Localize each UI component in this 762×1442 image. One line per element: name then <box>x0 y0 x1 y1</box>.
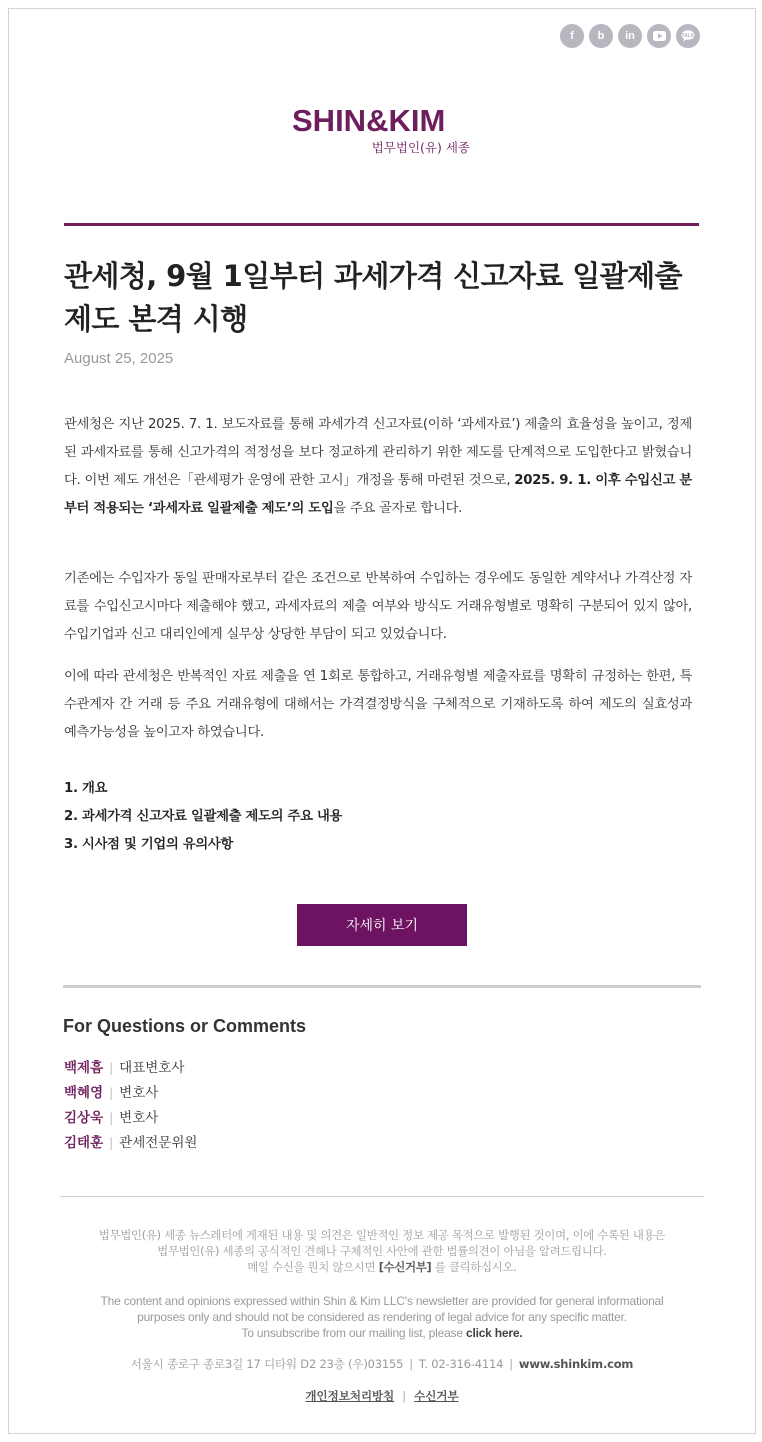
disclaimer-line: 법무법인(유) 세종 뉴스레터에 게재된 내용 및 의견은 일반적인 정보 제공 목적으로 발행된 것이며, 이에 수록된 내용은 <box>98 1229 666 1242</box>
toc-item: 1. 개요 <box>64 781 108 796</box>
contact-name[interactable]: 김상욱 <box>64 1110 104 1126</box>
disclaimer-text: 를 클릭하십시오. <box>431 1261 517 1274</box>
contact-role: 변호사 <box>119 1110 159 1126</box>
contact-item <box>64 1056 197 1081</box>
blog-icon[interactable]: b <box>589 24 613 48</box>
section-divider <box>63 985 701 988</box>
header-divider <box>64 223 699 226</box>
footer-separator: | <box>402 1389 407 1403</box>
contact-role: 변호사 <box>119 1085 159 1101</box>
logo-wordmark: SHIN&KIM <box>292 103 446 138</box>
paragraph-intro-emphasis: 2025. 9. 1. 이후 수입신고 분부터 적용되는 ‘과세자료 일괄제출 제도’의 도입 <box>64 473 692 516</box>
unsubscribe-link-ko[interactable]: [수신거부] <box>378 1261 432 1274</box>
website-link[interactable]: www.shinkim.com <box>518 1357 634 1371</box>
office-address: 서울시 종로구 종로3길 17 디타워 D2 23층 (우)03155 <box>130 1357 404 1371</box>
article-date: August 25, 2025 <box>64 350 174 367</box>
paragraph-intro-text: 관세청은 지난 2025. 7. 1. 보도자료를 통해 과세가격 신고자료(이하 ‘과세자료’) 제출의 효율성을 높이고, 정제된 과세자료를 통해 신고가격의 적정성을 보다 정교하게 관리하기 위한 제도를 단계적으로 도입한다고 밝혔습니다. 이번 제도 개선은「관세평가 운영에 관한 고시」개정을 통해 마련된 것으로, <box>64 417 692 488</box>
contacts-heading: For Questions or Comments <box>63 1016 307 1036</box>
social-links <box>560 24 700 48</box>
contact-item <box>64 1081 197 1106</box>
contact-role: 관세전문위원 <box>119 1135 198 1151</box>
contact-separator: | <box>109 1136 114 1150</box>
paragraph-intro-end: 을 주요 골자로 합니다. <box>333 501 463 516</box>
talk-icon[interactable] <box>676 24 700 48</box>
contact-item <box>64 1106 197 1131</box>
company-address-line <box>60 1356 704 1372</box>
disclaimer-text: To unsubscribe from our mailing list, please <box>241 1326 466 1340</box>
disclaimer-line <box>60 1325 704 1341</box>
privacy-policy-link[interactable]: 개인정보처리방침 <box>305 1389 395 1403</box>
logo-subtitle: 법무법인(유) 세종 <box>371 140 470 155</box>
footer-divider <box>60 1196 704 1197</box>
disclaimer-line: The content and opinions expressed within Shin & Kim LLC's newsletter are provided for general informational <box>100 1294 664 1308</box>
paragraph-background: 기존에는 수입자가 동일 판매자로부터 같은 조건으로 반복하여 수입하는 경우에도 동일한 계약서나 가격산정 자료를 수입신고시마다 제출해야 했고, 과세자료의 제출 여부와 방식도 거래유형별로 명확히 구분되어 있지 않아, 수입기업과 신고 대리인에게 실무상 상당한 부담이 되고 있었습니다. <box>64 571 692 642</box>
toc-item: 3. 시사점 및 기업의 유의사항 <box>64 837 234 852</box>
footer-separator: | <box>509 1357 513 1371</box>
disclaimer-line: purposes only and should not be considered as rendering of legal advice for any specific matter. <box>137 1310 627 1324</box>
unsubscribe-link[interactable]: 수신거부 <box>414 1389 459 1403</box>
disclaimer-text: 메일 수신을 원치 않으시면 <box>247 1261 379 1274</box>
contact-separator: | <box>109 1086 114 1100</box>
contact-name[interactable]: 백혜영 <box>64 1085 104 1101</box>
disclaimer-english <box>60 1293 704 1341</box>
footer-separator: | <box>409 1357 413 1371</box>
paragraph-change: 이에 따라 관세청은 반복적인 자료 제출을 연 1회로 통합하고, 거래유형별 제출자료를 명확히 규정하는 한편, 특수관계자 간 거래 등 주요 거래유형에 대해서는 가격결정방식을 구체적으로 기재하도록 하여 제도의 실효성과 예측가능성을 높이고자 하였습니다. <box>64 669 692 740</box>
disclaimer-line <box>60 1260 704 1276</box>
article-title: 관세청, 9월 1일부터 과세가격 신고자료 일괄제출 제도 본격 시행 <box>64 259 682 336</box>
contact-role: 대표변호사 <box>119 1060 185 1076</box>
linkedin-icon[interactable]: in <box>618 24 642 48</box>
unsubscribe-link-en[interactable]: click here. <box>465 1326 523 1340</box>
youtube-icon[interactable] <box>647 24 671 48</box>
disclaimer-korean <box>60 1228 704 1276</box>
contact-item <box>64 1131 197 1156</box>
read-more-button[interactable]: 자세히 보기 <box>297 904 467 946</box>
facebook-icon[interactable]: f <box>560 24 584 48</box>
contact-name[interactable]: 백제흠 <box>64 1060 104 1076</box>
shinkim-logo[interactable] <box>292 104 472 156</box>
contact-separator: | <box>109 1061 114 1075</box>
toc-item: 2. 과세가격 신고자료 일괄제출 제도의 주요 내용 <box>64 809 343 824</box>
contact-name[interactable]: 김태훈 <box>64 1135 104 1151</box>
svg-text:TALK: TALK <box>681 33 695 39</box>
table-of-contents <box>64 775 342 859</box>
office-phone: T. 02-316-4114 <box>418 1357 504 1371</box>
contact-list <box>64 1056 197 1156</box>
paragraph-intro <box>64 411 692 523</box>
contact-separator: | <box>109 1111 114 1125</box>
footer-links <box>60 1388 704 1404</box>
disclaimer-line: 법무법인(유) 세종의 공식적인 견해나 구체적인 사안에 관한 법률의견이 아님을 알려드립니다. <box>157 1245 607 1258</box>
